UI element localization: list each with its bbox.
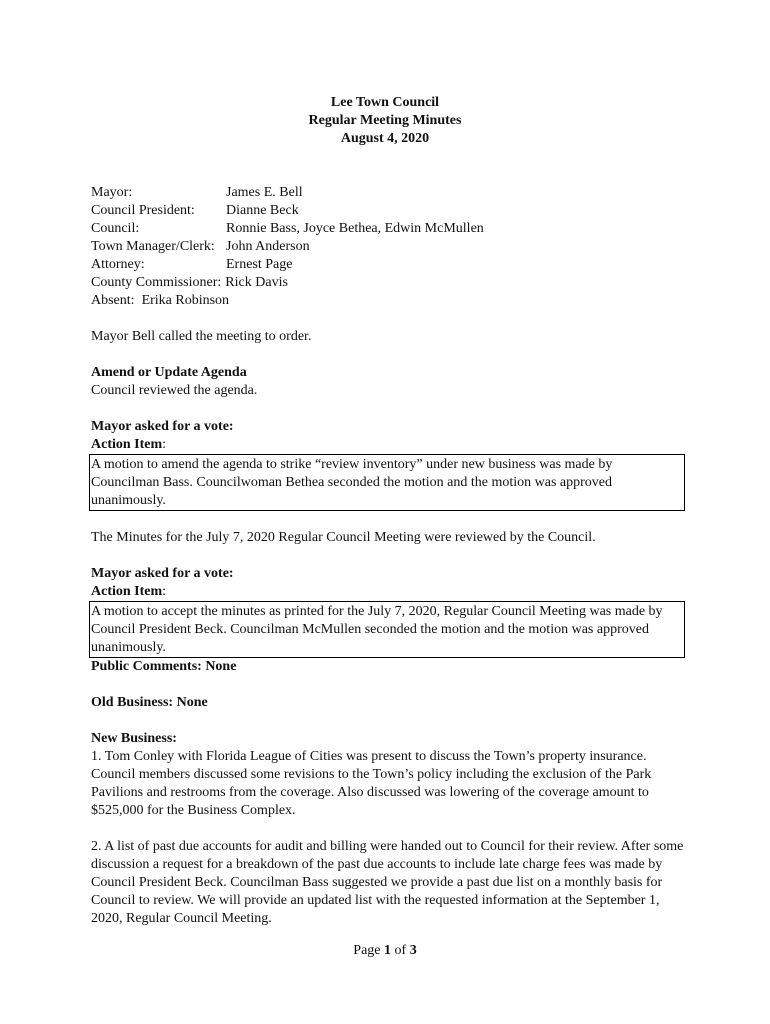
title-meeting-type: Regular Meeting Minutes	[308, 113, 462, 128]
vote-heading: Mayor asked for a vote:	[91, 419, 234, 434]
attendee-row-mayor	[91, 184, 691, 202]
attendee-label: Council:	[91, 221, 140, 236]
attendee-value: James E. Bell	[226, 185, 303, 200]
agenda-heading: Amend or Update Agenda	[91, 365, 247, 380]
attendee-value: Ronnie Bass, Joyce Bethea, Edwin McMullen	[226, 221, 484, 236]
page-footer	[0, 942, 770, 960]
document-title	[91, 94, 679, 148]
attendee-row-council	[91, 220, 691, 238]
of-word: of	[394, 943, 407, 958]
public-comments: Public Comments: None	[91, 659, 237, 674]
new-business-item-2: 2. A list of past due accounts for audit and billing were handed out to Council for their review. After some discussion a request for a breakdown of the past due accounts to include late charge fees was made by Council President Beck. Councilman Bass suggested we provide a past due list on a monthly basis for Council to review. We will provide an updated list with the requested information at the September 1, 2020, Regular Council Meeting.	[91, 839, 684, 926]
document-body	[91, 94, 691, 928]
old-business: Old Business: None	[91, 695, 208, 710]
attendee-label: County Commissioner:	[91, 275, 222, 290]
page-number: 1	[384, 943, 392, 958]
attendees-list	[91, 184, 691, 310]
attendee-row-absent	[91, 292, 691, 310]
attendee-row-attorney	[91, 256, 691, 274]
action-item-text: Action Item	[91, 584, 163, 599]
attendee-row-town-manager	[91, 238, 691, 256]
attendee-value: Ernest Page	[226, 257, 293, 272]
motion-box-agenda: A motion to amend the agenda to strike “review inventory” under new business was made by Councilman Bass. Councilwoman Bethea seconded the motion and the motion was approved unanimously.	[89, 454, 685, 511]
agenda-text: Council reviewed the agenda.	[91, 383, 258, 398]
vote-heading: Mayor asked for a vote:	[91, 566, 234, 581]
motion-box-minutes: A motion to accept the minutes as printed for the July 7, 2020, Regular Council Meeting was made by Council President Beck. Councilman McMullen seconded the motion and the motion was approved unanimously.	[89, 601, 685, 658]
attendee-value: Dianne Beck	[226, 203, 299, 218]
title-council: Lee Town Council	[330, 95, 440, 110]
page-total: 3	[409, 943, 417, 958]
attendee-value: John Anderson	[226, 239, 310, 254]
attendee-label: Town Manager/Clerk:	[91, 239, 215, 254]
attendee-label: Council President:	[91, 203, 195, 218]
attendee-label: Attorney:	[91, 257, 145, 272]
new-business-heading: New Business:	[91, 731, 177, 746]
page-word: Page	[353, 943, 381, 958]
action-item-colon: :	[162, 584, 167, 599]
action-item-text: Action Item	[91, 437, 163, 452]
attendee-value: Rick Davis	[225, 275, 288, 290]
attendee-label: Absent:	[91, 293, 135, 308]
minutes-review: The Minutes for the July 7, 2020 Regular Council Meeting were reviewed by the Council.	[91, 530, 596, 545]
action-item-label	[91, 583, 691, 601]
action-item-colon: :	[162, 437, 167, 452]
attendee-row-council-president	[91, 202, 691, 220]
attendee-value: Erika Robinson	[141, 293, 230, 308]
call-to-order: Mayor Bell called the meeting to order.	[91, 329, 312, 344]
title-date: August 4, 2020	[340, 131, 430, 146]
attendee-label: Mayor:	[91, 185, 133, 200]
new-business-item-1: 1. Tom Conley with Florida League of Cities was present to discuss the Town’s property insurance. Council members discussed some revisions to the Town’s policy including the exclusion of the Park Pavilions and restrooms from the coverage. Also discussed was lowering of the coverage amount to $525,000 for the Business Complex.	[91, 749, 652, 818]
attendee-row-county-commissioner	[91, 274, 691, 292]
action-item-label	[91, 436, 691, 454]
